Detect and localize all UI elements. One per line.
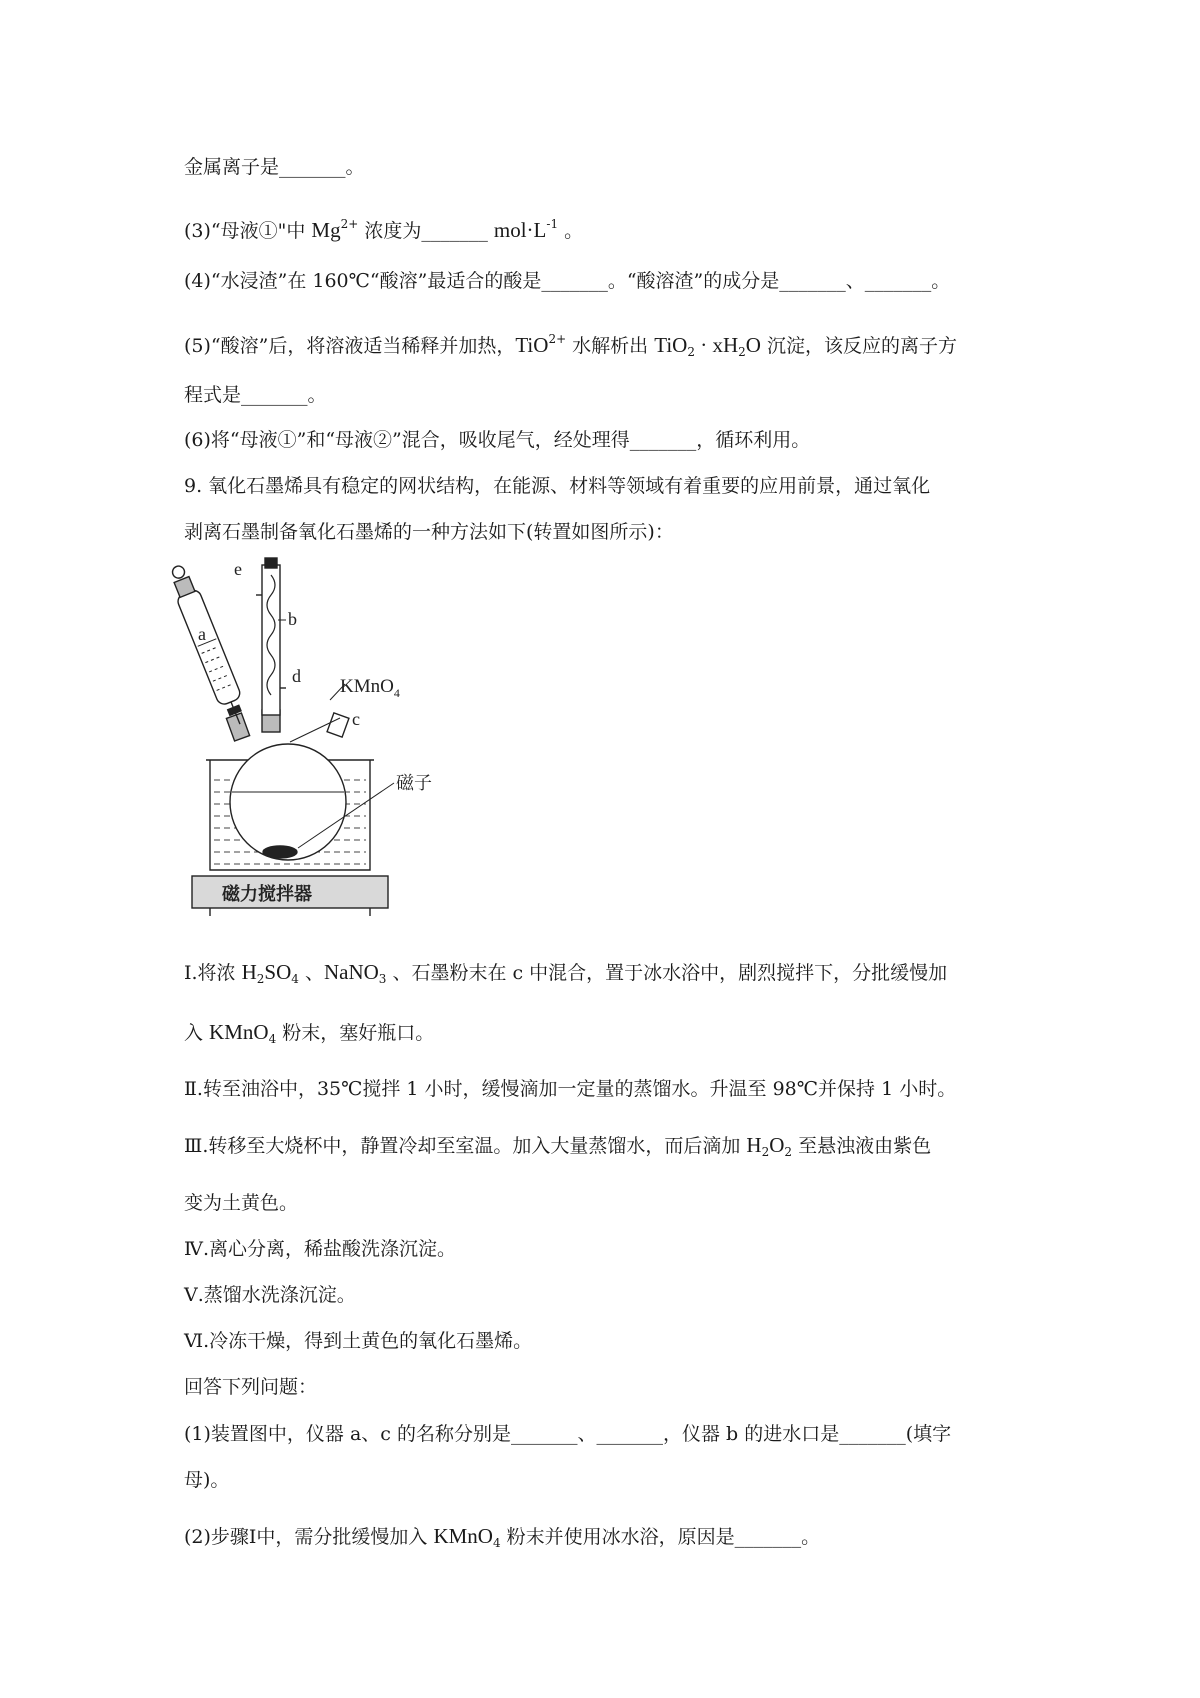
text-line-q4: (4)“水浸渣”在 160℃“酸溶”最适合的酸是_______。“酸溶渣”的成分是_______、_______。 bbox=[184, 270, 951, 292]
text-line-q3: (3)“母液①"中 $Mg^{2+}$ 浓度为_______ $mol\cdot L^{-1}$ 。 bbox=[184, 217, 584, 242]
apparatus-diagram bbox=[170, 559, 470, 920]
question-2: (2)步骤Ⅰ中，需分批缓慢加入 KMnO$_4$ 粉末并使用冰水浴，原因是_______。 bbox=[184, 1524, 821, 1550]
three-neck-flask bbox=[230, 744, 346, 860]
label-stirrer: 磁力搅拌器 bbox=[222, 884, 312, 905]
stir-bar bbox=[263, 846, 297, 858]
questions-heading: 回答下列问题： bbox=[184, 1376, 318, 1398]
label-kmno4: KMnO$_4$ bbox=[340, 676, 400, 700]
text-line-q5: (5)“酸溶”后，将溶液适当稀释并加热，TiO$^{2+}$ 水解析出 $TiO_2 \cdot xH_2O$ 沉淀，该反应的离子方 bbox=[184, 332, 957, 359]
text-line-1: 金属离子是_______。 bbox=[184, 156, 365, 178]
step-5: Ⅴ.蒸馏水洗涤沉淀。 bbox=[184, 1284, 356, 1306]
label-a: a bbox=[198, 624, 206, 644]
label-b: b bbox=[288, 609, 297, 629]
dropping-funnel bbox=[176, 588, 242, 706]
question-1-cont: 母)。 bbox=[184, 1469, 230, 1491]
text-line-q9: 9. 氧化石墨烯具有稳定的网状结构，在能源、材料等领域有着重要的应用前景，通过氧化 bbox=[184, 475, 931, 497]
label-c: c bbox=[352, 709, 360, 729]
step-4: Ⅳ.离心分离，稀盐酸洗涤沉淀。 bbox=[184, 1238, 457, 1260]
step-3: Ⅲ.转移至大烧杯中，静置冷却至室温。加入大量蒸馏水，而后滴加 $H_2O_2$ 至悬浊液由紫色 bbox=[184, 1133, 932, 1159]
question-1: (1)装置图中，仪器 a、c 的名称分别是_______、_______，仪器 b 的进水口是_______(填字 bbox=[184, 1423, 952, 1445]
step-1: Ⅰ.将浓 $H_2SO_4$ 、NaNO$_3$ 、石墨粉末在 c 中混合，置于冰水浴中，剧烈搅拌下，分批缓慢加 bbox=[184, 960, 948, 986]
text-line-q6: (6)将“母液①”和“母液②”混合，吸收尾气，经处理得_______，循环利用。 bbox=[184, 429, 811, 451]
label-stir-bar: 磁子 bbox=[396, 773, 432, 794]
condenser bbox=[262, 565, 280, 715]
step-6: Ⅵ.冷冻干燥，得到土黄色的氧化石墨烯。 bbox=[184, 1330, 533, 1352]
text-line-q5-cont: 程式是_______。 bbox=[184, 384, 327, 406]
text-line-q9-cont: 剥离石墨制备氧化石墨烯的一种方法如下(转置如图所示)： bbox=[184, 521, 674, 543]
label-d: d bbox=[292, 666, 301, 686]
step-2: Ⅱ.转至油浴中，35℃搅拌 1 小时，缓慢滴加一定量的蒸馏水。升温至 98℃并保持 1 小时。 bbox=[184, 1078, 957, 1100]
label-e: e bbox=[234, 559, 242, 579]
step-1-cont: 入 KMnO$_4$ 粉末，塞好瓶口。 bbox=[184, 1020, 435, 1046]
step-3-cont: 变为土黄色。 bbox=[184, 1192, 299, 1214]
